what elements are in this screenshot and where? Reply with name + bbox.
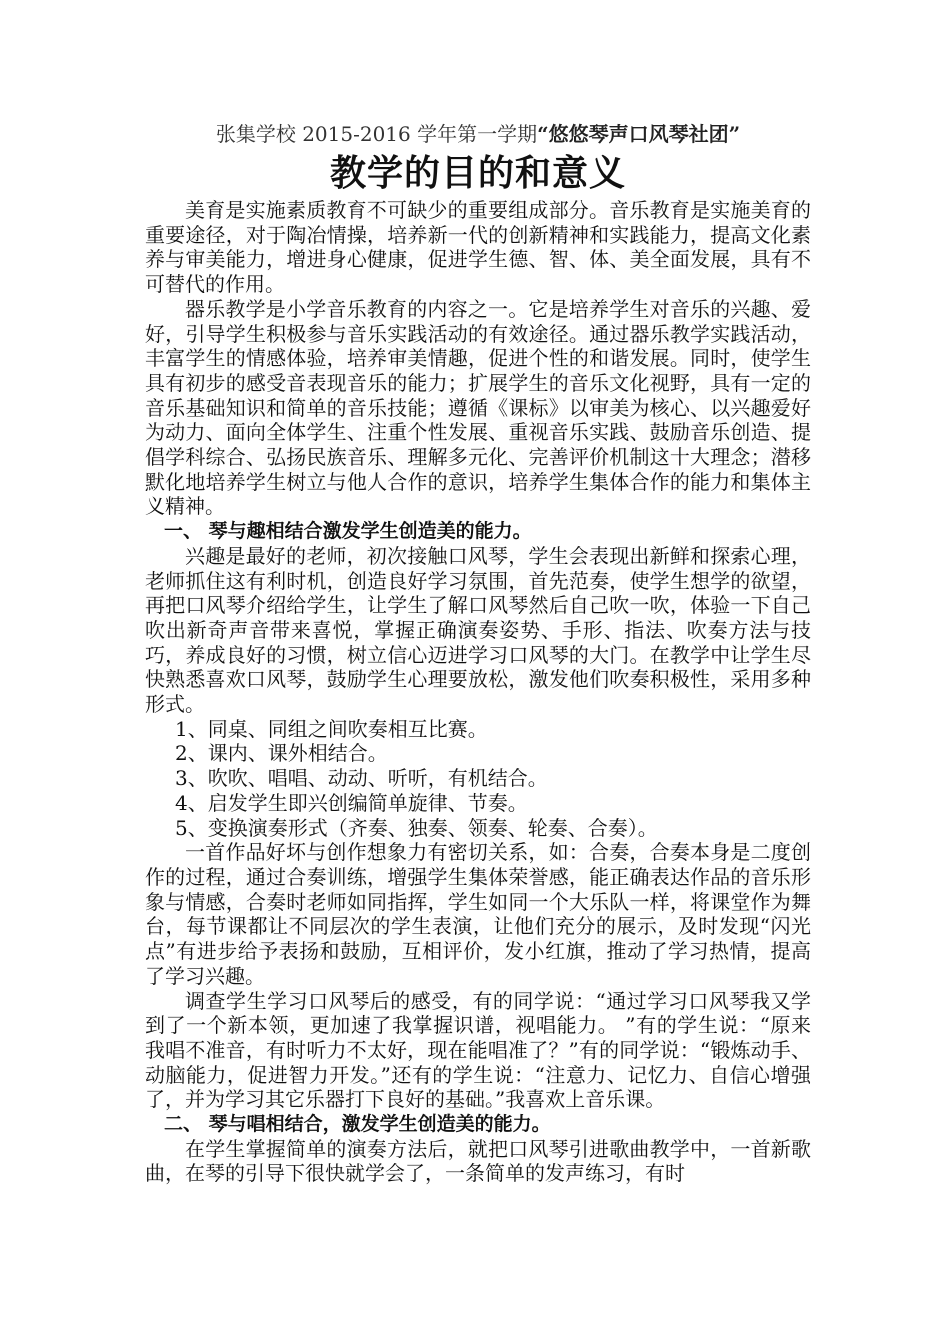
list-item: 1、同桌、同组之间吹奏相互比赛。 bbox=[175, 716, 488, 741]
document-subtitle bbox=[145, 118, 811, 150]
subtitle-school-term: 张集学校 2015-2016 学年第一学期 bbox=[215, 122, 538, 146]
list-item: 4、启发学生即兴创编简单旋律、节奏。 bbox=[175, 790, 528, 815]
paragraph-student-feedback: 调查学生学习口风琴后的感受，有的同学说：“通过学习口风琴我又学到了一个新本领，更加速了我掌握识谱，视唱能力。 ”有的学生说：“原来我唱不准音，有时听力不太好，现在能唱准了？”有的同学说：“锻炼动手、动脑能力，促进智力开发。”还有的学生说：“注意力、记忆力、自信心增强了，并为学习其它乐器打下良好的基础。”我喜欢上音乐课。 bbox=[145, 988, 811, 1112]
document-page bbox=[145, 118, 811, 1186]
paragraph-instrumental-teaching: 器乐教学是小学音乐教育的内容之一。它是培养学生对音乐的兴趣、爱好，引导学生积极参与音乐实践活动的有效途径。通过器乐教学实践活动，丰富学生的情感体验，培养审美情趣，促进个性的和谐发展。同时，使学生具有初步的感受音表现音乐的能力；扩展学生的音乐文化视野，具有一定的音乐基础知识和简单的音乐技能；遵循《课标》以审美为核心、以兴趣爱好为动力、面向全体学生、注重个性发展、重视音乐实践、鼓励音乐创造、提倡学科综合、弘扬民族音乐、理解多元化、完善评价机制这十大理念；潜移默化地培养学生树立与他人合作的意识，培养学生集体合作的能力和集体主义精神。 bbox=[145, 296, 811, 519]
section-heading-1: 一、 琴与趣相结合激发学生创造美的能力。 bbox=[164, 520, 532, 543]
list-item: 5、变换演奏形式（齐奏、独奏、领奏、轮奏、合奏）。 bbox=[175, 815, 658, 840]
paragraph-aesthetic-education: 美育是实施素质教育不可缺少的重要组成部分。音乐教育是实施美育的重要途径，对于陶冶情操，培养新一代的创新精神和实践能力，提高文化素养与审美能力，增进身心健康，促进学生德、智、体、美全面发展，具有不可替代的作用。 bbox=[145, 198, 811, 297]
list-item: 2、课内、课外相结合。 bbox=[175, 741, 388, 766]
document-title: 教学的目的和意义 bbox=[329, 152, 626, 194]
list-item: 3、吹吹、唱唱、动动、听听，有机结合。 bbox=[175, 766, 548, 791]
subtitle-club-name: “悠悠琴声口风琴社团” bbox=[537, 122, 741, 146]
paragraph-ensemble: 一首作品好坏与创作想象力有密切关系，如：合奏，合奏本身是二度创作的过程，通过合奏训练，增强学生集体荣誉感，能正确表达作品的音乐形象与情感，合奏时老师如同指挥，学生如同一个大乐队一样，将课堂作为舞台，每节课都让不同层次的学生表演，让他们充分的展示，及时发现“闪光点”有进步给予表扬和鼓励，互相评价，发小红旗，推动了学习热情，提高了学习兴趣。 bbox=[145, 840, 811, 988]
section-heading-2: 二、 琴与唱相结合，激发学生创造美的能力。 bbox=[164, 1113, 551, 1136]
forms-list bbox=[145, 717, 811, 841]
paragraph-singing: 在学生掌握简单的演奏方法后，就把口风琴引进歌曲教学中，一首新歌曲，在琴的引导下很快就学会了，一条简单的发声练习，有时 bbox=[145, 1136, 811, 1186]
paragraph-interest: 兴趣是最好的老师，初次接触口风琴，学生会表现出新鲜和探索心理，老师抓住这有利时机，创造良好学习氛围，首先范奏，使学生想学的欲望，再把口风琴介绍给学生，让学生了解口风琴然后自己吹一吹，体验一下自己吹出新奇声音带来喜悦，掌握正确演奏姿势、手形、指法、吹奏方法与技巧，养成良好的习惯，树立信心迈进学习口风琴的大门。在教学中让学生尽快熟悉喜欢口风琴，鼓励学生心理要放松，激发他们吹奏积极性，采用多种形式。 bbox=[145, 543, 811, 717]
